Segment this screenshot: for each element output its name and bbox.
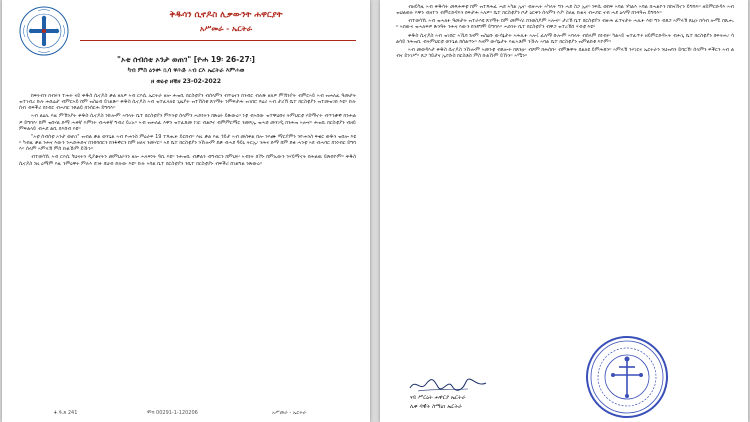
document-subtitle: ካብ ምስ ዕንቊ ኪሳ ዋሕድ ኣብ ርእ ኤርትራ እምሐወ xyxy=(127,67,245,74)
letter-body-page-1 xyxy=(19,93,356,399)
paragraph: ብዘይካዚ ኣብ ቅዱሳት መጻሕፍቲ ከም ዝተጻሕፈ ሓደ ኣካል ኢና፡ ብዙሓት ኣካላት ግን ሓደ ስጋ ኢና። ነፍሲ ወከፍ ኣባል ንካልእ ኣባል ክሓልዮን ክከናኸኖን ይግባእ። ዘይምርድዳእ ኣብ ዝህልወሉ እዋን ብዘተን ብምርድዳእን ክፍታሕ ኣለዎ። ቤተ ክርስቲያን ቦታ ዕርቅን ሰላምን እያ፡ ስለዚ ኩልና ብሓባር ናብ ሓደ ዕላማ ክንጓዓዝ ይግባእ። xyxy=(396,4,734,17)
paragraph: ብተወሳኺ ኣብ ዝሓለፉ ዓመታት ዝተራእዩ ጸገማት ከም መምሃሪ ክንወስዶም ኣሎና። ታሪኽ ቤተ ክርስቲያን ብዙሕ ፈተናታት ሓሊፉ እዩ፡ ግን ብጸጋ ኣምላኽ ጸኒዑ ክሳብ ሎሚ በጺሑ። ኣበውና ዝሓለፍዎ ጽንዓት ንሕና እውን ክንደግሞ ይግባእ። ሓድነት ቤተ ክርስቲያን ብዋጋ ዝተረኽበ ሃብቲ እዩ። xyxy=(396,18,734,31)
letter-page-1 xyxy=(2,0,370,422)
paragraph: ኣብ ልዕሊ እዚ ምኽንያት ቅዱስ ሲኖዶስ ንኩሎም ኣባላት ቤተ ክርስቲያን ምእንቲ ሰላምን ሓድነትን ክጽዕሩ ይጽውዕ። ነቲ ብኣበው ዝተዋህበና ትምህርቲ ሃይማኖት ብጥንቃቐ ክንሕልዎ ይግባእ፡ ከም ዝበሃል ድማ ሓቀኛ እምነት ብሓቀኛ ግብሪ ይረአ። ኣብ ዝሐለፈ እዋን ዝተፈጸመ ነገር ብልቦና ብምምርማር ንመጻኢ ዝሓሸ መንገዲ ክንሕዝ ኣሎና። ሕዝቢ ክርስቲያን ብዘይ ምፍልላይ ብሓደ ልቢ ክእከብ እዩ። xyxy=(19,113,356,132)
paragraph: "ኦቲ ሰብሰቲ ኦንታ ወጠገ" ዝብል ቃል ወንጌል ኣብ ዮሐንስ ምዕራፍ 19 ተጻሒፉ ይርከብ። እዚ ቃል እዚ ጎይታ ኣብ መስቀል ከሎ ንእሙ ማርያምን ንዮሐንስ ፍቁር ወዱን ዝበሎ እዩ። ካብዚ ቃል ንሕና እውን ንሓድሕድና ክንከባበርን ክንፋቐርን ከም ዘለና ንመሃር። ኣደ ቤተ ክርስቲያን ንኹሎም ደቃ ብሓደ ዓይኒ ትርኢ፡ ንሕና ድማ ከም ደቂ ሓንቲ ኣደ ብሓባር ክንነብር ይግባእ። ሰላም ኣምላኽ ምስ ኩልኹም ይኹን። xyxy=(19,133,356,153)
letter-body-page-2 xyxy=(396,4,734,356)
closing-line-2: ሊቀ ዳዊት ስማዕነ ኤርትራ xyxy=(410,404,463,410)
footer-location: አሥመራ - ኤርትራ xyxy=(272,410,307,416)
paragraph: ብተወሳኺ ኣብ ርእሲ ካህናትን ዲያቆናትን መምህራንን ዘሎ ሓላፍነት ዓቢ እዩ። ንሕዝቢ ብቓልን ብግብርን ክምህሩ፡ ኣብነት ክኾኑ ከምኡውን ንሃይማኖት ክሕልዉ ይጽበዮም። ቅዱስ ሲኖዶስ ነዚ ዕማም እዚ ንምዕዋት ምሉእ ደገፉ ክህብ ድሉው እዩ። ኩሉ ኣባል ቤተ ክርስቲያን ንቤተ ክርስቲያኑ ብፍቕሪ ከገልግል ንጽውዕ። xyxy=(19,154,356,167)
handwritten-signature xyxy=(408,376,488,394)
official-stamp-seal-icon xyxy=(585,335,669,419)
document-title: "ኦቲ ሰብሰቲ ኦንታ ወጠገ" [ዮሐ 19፡ 26-27፡] xyxy=(117,55,255,64)
header-divider xyxy=(80,40,356,41)
church-name-heading: ቅዱሳን ሲኖዶስ ሊቃውንት ሐዋርያት xyxy=(169,10,283,20)
paragraph: ከፍሩብን ክብሩን ተሐት ናይ ቅዱስ ሲኖዶስ ቃል ዘለዎ ኣብ ርእሲ ኤርትራ ዘሎ ሕዝቢ ክርስቲያን ብሰላምን ብጥዕናን ክንብር ብሉጽ ዘለዎ ምኽንያት ብምርኣይ ኣብ ዝሐለፈ ዓመታት ዝተገብረ ኩሉ ሐበሬታ ብምርኣይ ከም ዝስዕብ ይገልጽ። ቅዱስ ሲኖዶስ ኣብ ዝተፈላለዩ ጊዜያት ዝተኸስቱ ጸገማት ንምፍታሕ ዝገበሮ ጻዕሪ ኣብ ታሪኽ ቤተ ክርስቲያን ዝተመዝገበ እዩ። ኩሉ ሰብ ብፍቕሪ ክነብር ብሓባር ንጸልይ ክንሰርሕ ይግባእ። xyxy=(19,93,356,112)
footer-phone: ሞባ 00291-1-120206 xyxy=(147,410,198,416)
paragraph: ቅዱስ ሲኖዶስ ኣብ ዝገበሮ ኣኼባ ነዞም ዝስዕቡ ውሳኔታት ኣሕሊፉ ኣሎ፤ ፈለማ ኩሎም ኣባላት ብሰላም ክነብሩ፡ ካልኣይ ዝተፈጥሩ ዘይምርድዳኣት ብሕጊ ቤተ ክርስቲያን ክፍትሑ፡ ሳልሳይ ንሕዝቢ ብትምህርቲ ወንጌል ከሰልጥኑ። እዞም ውሳኔታት እዚኣቶም ንኹሉ ኣባል ቤተ ክርስቲያን ዝምልከቱ እዮም። xyxy=(396,32,734,45)
closing-line-1: ናይ ሥርዕት ሐዋርያ ኤርትራ xyxy=(410,395,466,401)
church-location-heading: አሥመራ - ኤርትራ xyxy=(199,24,253,33)
footer-po-box: ፋ.ዓ.ጸ 241 xyxy=(54,410,78,416)
document-date: ዘ ወዕቲ ዘቒዘ 23-02-2022 xyxy=(150,78,222,85)
paragraph: ኣብ መወዳእታ ቅዱስ ሲኖዶስ ንኹሎም ኣመንቲ ብጸሎት ክጸንዑ፡ ብጾም ክሕሰቡ፡ ብምጽዋት ክልለዩ ይምሕጸን። ኣምላኽ ንሃገርና ኤርትራን ንህዝባን ይባርኽ፡ ሰላምን ፍቕርን ኣብ ልብና ይንገሥ። ጸጋ ጎይታና ኢየሱስ ክርስቶስ ምስ ኩልኹም ይኹን። ኣሜን። xyxy=(396,46,734,60)
letter-page-2 xyxy=(380,0,748,422)
